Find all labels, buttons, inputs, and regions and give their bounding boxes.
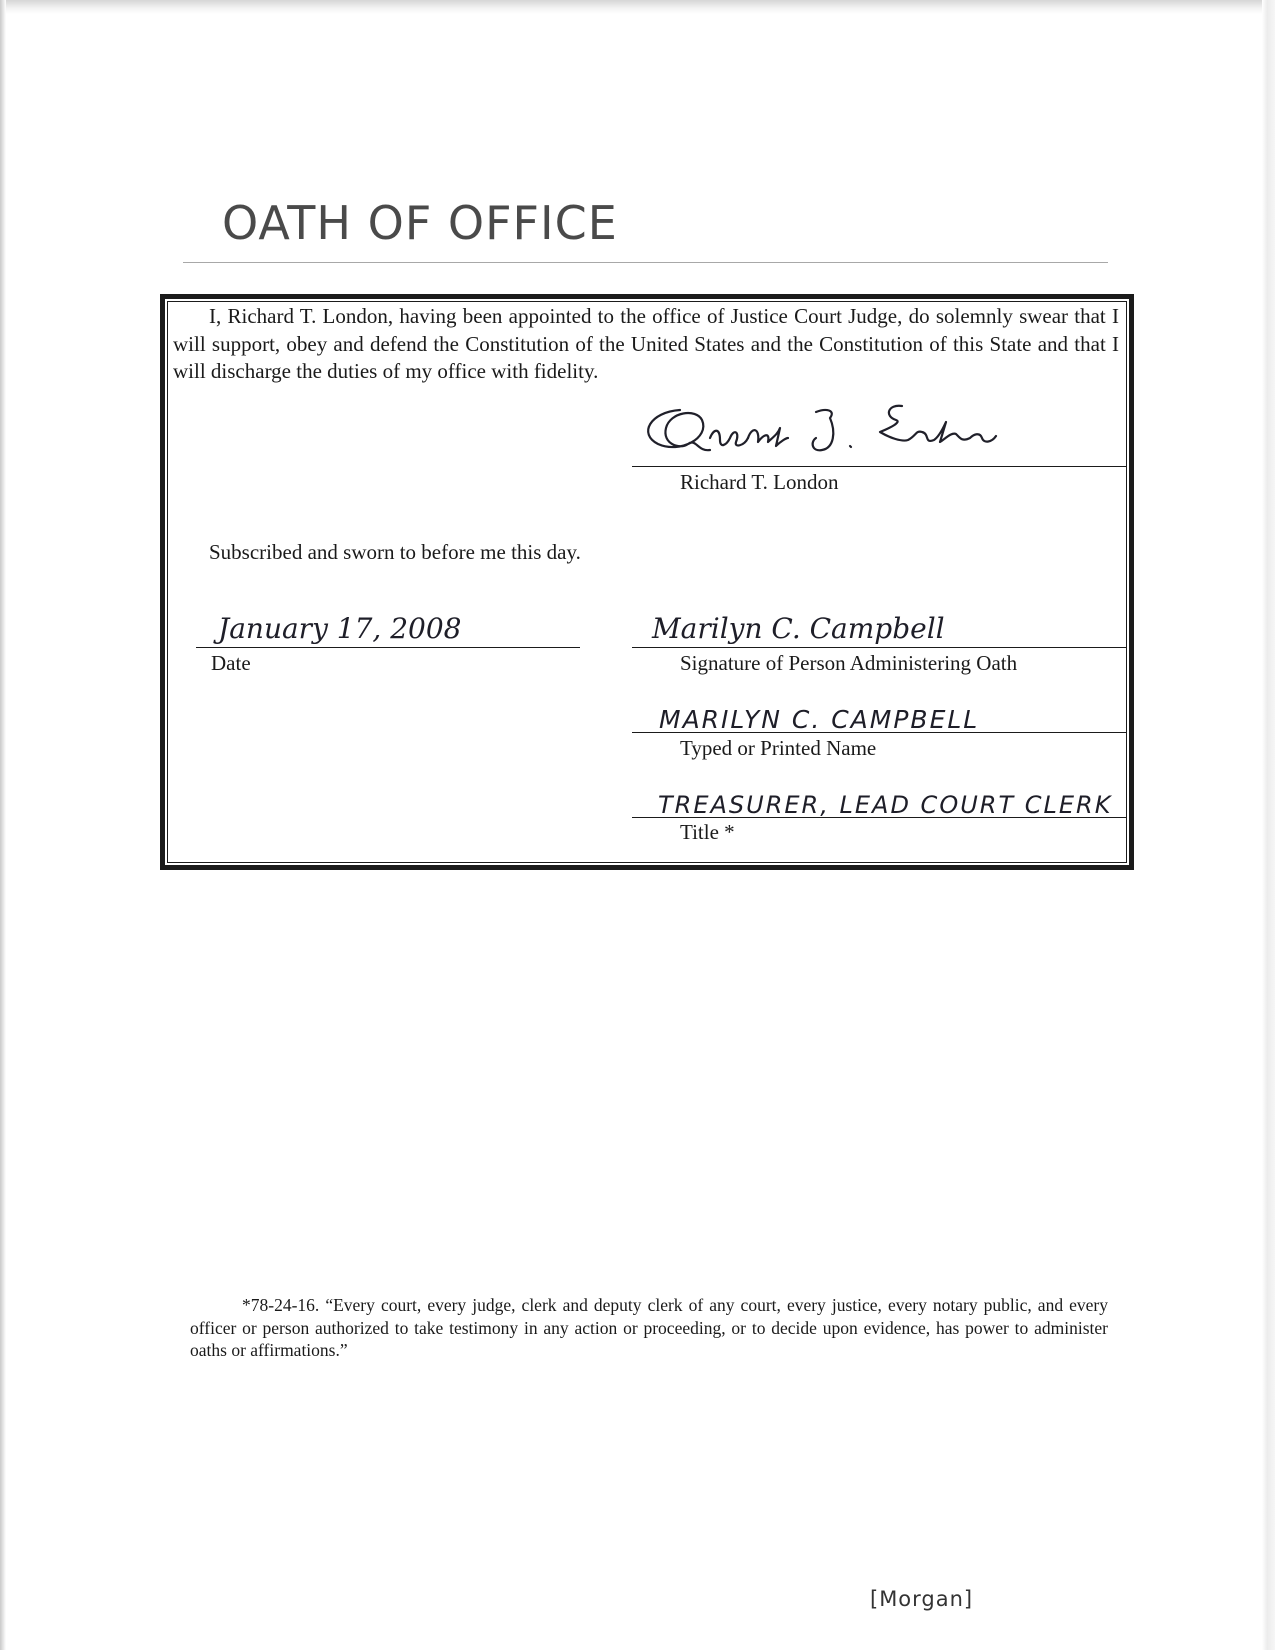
title-label: Title * [680, 820, 735, 844]
title-rule [183, 262, 1108, 263]
date-line [196, 647, 580, 648]
oath-taker-printed-name: Richard T. London [680, 470, 839, 494]
scan-right-edge [1262, 0, 1275, 1650]
administrator-printed-name-value[interactable]: MARILYN C. CAMPBELL [659, 705, 980, 734]
administrator-signature[interactable]: Marilyn C. Campbell [652, 612, 945, 645]
handwritten-date[interactable]: January 17, 2008 [218, 612, 462, 645]
subscribed-statement: Subscribed and sworn to before me this day. [209, 540, 581, 564]
footnote: *78-24-16. “Every court, every judge, clerk and deputy clerk of any court, every justice, every notary public, and every officer or person authorized to take testimony in any action or proceeding, or to decide upon evidence, has power to administer oaths or affirmations.” [190, 1295, 1108, 1360]
administrator-signature-line [632, 647, 1126, 648]
printed-name-label: Typed or Printed Name [680, 736, 877, 760]
title-line [632, 817, 1126, 818]
administrator-title-value[interactable]: TREASURER, LEAD COURT CLERK [658, 791, 1113, 819]
date-label: Date [211, 651, 251, 675]
administrator-signature-label: Signature of Person Administering Oath [680, 651, 1018, 675]
oath-taker-signature [640, 398, 1060, 468]
document-title: OATH OF OFFICE [222, 196, 618, 250]
scan-left-edge [0, 0, 6, 1650]
oath-paragraph: I, Richard T. London, having been appointed to the office of Justice Court Judge, do solemnly swear that I will support, obey and defend the Constitution of the United States and the Constitution of this State and that I will discharge the duties of my office with fidelity. [173, 304, 1119, 383]
handwritten-margin-note: [Morgan] [870, 1587, 974, 1611]
printed-name-line [632, 732, 1126, 733]
scan-top-edge [0, 0, 1275, 14]
oath-taker-signature-line [632, 466, 1126, 467]
